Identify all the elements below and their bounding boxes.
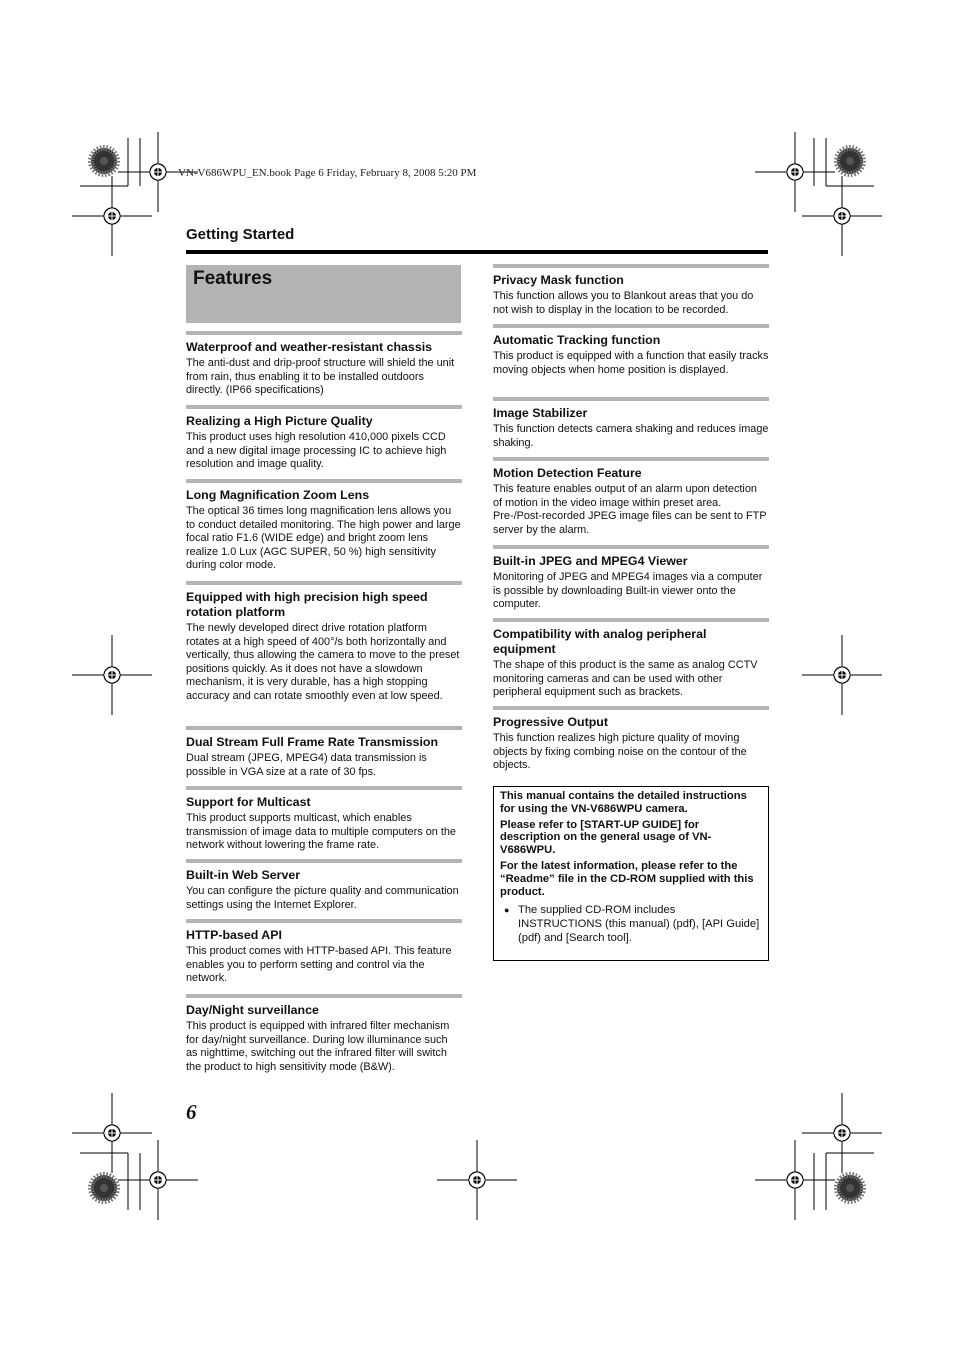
notice-box <box>493 786 769 961</box>
feature-item <box>186 919 462 986</box>
notice-paragraph: This manual contains the detailed instructions for using the VN-V686WPU camera. <box>500 790 747 815</box>
feature-divider <box>186 405 462 409</box>
feature-item <box>186 479 462 573</box>
feature-title: Dual Stream Full Frame Rate Transmission <box>186 735 439 749</box>
feature-item <box>186 405 462 472</box>
feature-item <box>493 618 769 700</box>
feature-title: Waterproof and weather-resistant chassis <box>186 340 433 354</box>
feature-item <box>186 581 462 704</box>
notice-list <box>500 904 762 945</box>
feature-body: Monitoring of JPEG and MPEG4 images via a computer is possible by downloading Built-in viewer onto the computer. <box>493 571 763 611</box>
feature-divider <box>186 331 462 335</box>
feature-title: Long Magnification Zoom Lens <box>186 488 370 502</box>
page-title: Features <box>193 268 273 289</box>
feature-title: Progressive Output <box>493 715 608 729</box>
feature-divider <box>493 706 769 710</box>
feature-title: Support for Multicast <box>186 795 311 809</box>
feature-divider <box>186 919 462 923</box>
feature-body: The optical 36 times long magnification lens allows you to conduct detailed monitoring. The high power and large focal ratio F1.6 (WIDE edge) and bright zoom lens realize 1.0 Lux (AGC SUPER, 50 %) high sensitivity during color mode. <box>186 505 461 572</box>
feature-body: You can configure the picture quality and communication settings using the Internet Explorer. <box>186 885 459 911</box>
feature-body: This function allows you to Blankout areas that you do not wish to display in the location to be recorded. <box>493 290 754 316</box>
feature-body: This product supports multicast, which enables transmission of image data to multiple computers on the network without lowering the frame rate. <box>186 812 456 852</box>
feature-title: Day/Night surveillance <box>186 1003 319 1017</box>
feature-title: Built-in JPEG and MPEG4 Viewer <box>493 554 688 568</box>
feature-body: This function realizes high picture quality of moving objects by fixing combing noise on the contour of the objects. <box>493 732 747 772</box>
feature-item <box>493 457 769 537</box>
feature-body: The anti-dust and drip-proof structure will shield the unit from rain, thus enabling it to be installed outdoors directly. (IP66 specifications) <box>186 357 455 397</box>
feature-title: Built-in Web Server <box>186 868 301 882</box>
feature-body: This product is equipped with infrared filter mechanism for day/night surveillance. During low illuminance such as nighttime, switching out the infrared filter will switch the product to high sensitivity mode (B&W). <box>186 1020 450 1073</box>
feature-divider <box>186 994 462 998</box>
feature-item <box>186 331 462 398</box>
page-number: 6 <box>186 1100 197 1124</box>
page-title-band <box>186 265 461 323</box>
feature-title: Image Stabilizer <box>493 406 588 420</box>
feature-item <box>186 859 462 912</box>
feature-divider <box>186 479 462 483</box>
feature-body: The newly developed direct drive rotation platform rotates at a high speed of 400°/s both horizontally and vertically, thus allowing the camera to move to the preset positions quickly. As it does not have a slowdown mechanism, it is very durable, has a high stopping accuracy and can rotate smoothly even at low speed. <box>186 622 460 702</box>
feature-body: Dual stream (JPEG, MPEG4) data transmission is possible in VGA size at a rate of 30 fps. <box>186 752 427 778</box>
feature-item <box>186 726 462 779</box>
feature-body: The shape of this product is the same as analog CCTV monitoring cameras and can be used with other peripheral equipment such as brackets. <box>493 659 758 699</box>
feature-divider <box>493 457 769 461</box>
feature-title: Equipped with high precision high speed rotation platform <box>186 590 428 619</box>
feature-title: Privacy Mask function <box>493 273 624 287</box>
feature-item <box>493 264 769 317</box>
feature-title: Motion Detection Feature <box>493 466 642 480</box>
feature-body: This product comes with HTTP-based API. This feature enables you to perform setting and control via the network. <box>186 945 452 985</box>
feature-item <box>493 397 769 450</box>
notice-paragraph: Please refer to [START-UP GUIDE] for description on the general usage of VN-V686WPU. <box>500 818 712 857</box>
feature-divider <box>186 859 462 863</box>
feature-item <box>493 706 769 773</box>
notice-paragraph: For the latest information, please refer to the “Readme” file in the CD-ROM supplied with this product. <box>500 859 754 898</box>
feature-body: This feature enables output of an alarm upon detection of motion in the video image within preset area. Pre-/Post-recorded JPEG image files can be sent to FTP server by the alarm. <box>493 483 767 536</box>
feature-body: This product uses high resolution 410,000 pixels CCD and a new digital image processing IC to achieve high resolution and image quality. <box>186 431 447 471</box>
section-heading: Getting Started <box>186 226 295 243</box>
feature-item <box>493 545 769 612</box>
feature-item <box>493 324 769 377</box>
print-slug: VN-V686WPU_EN.book Page 6 Friday, February 8, 2008 5:20 PM <box>178 167 477 179</box>
feature-title: Realizing a High Picture Quality <box>186 414 373 428</box>
feature-item <box>186 786 462 853</box>
feature-divider <box>493 324 769 328</box>
feature-divider <box>493 618 769 622</box>
feature-title: Compatibility with analog peripheral equipment <box>493 627 707 656</box>
feature-title: HTTP-based API <box>186 928 282 942</box>
feature-divider <box>493 545 769 549</box>
feature-divider <box>186 726 462 730</box>
feature-divider <box>493 264 769 268</box>
feature-divider <box>186 581 462 585</box>
heading-rule <box>186 250 768 254</box>
feature-divider <box>186 786 462 790</box>
feature-item <box>186 994 462 1074</box>
notice-bullet: ● The supplied CD-ROM includes INSTRUCTIONS (this manual) (pdf), [API Guide] (pdf) and [Search tool]. <box>518 904 762 945</box>
feature-divider <box>493 397 769 401</box>
feature-title: Automatic Tracking function <box>493 333 661 347</box>
feature-body: This product is equipped with a function that easily tracks moving objects when home position is displayed. <box>493 350 769 376</box>
feature-body: This function detects camera shaking and reduces image shaking. <box>493 423 769 449</box>
